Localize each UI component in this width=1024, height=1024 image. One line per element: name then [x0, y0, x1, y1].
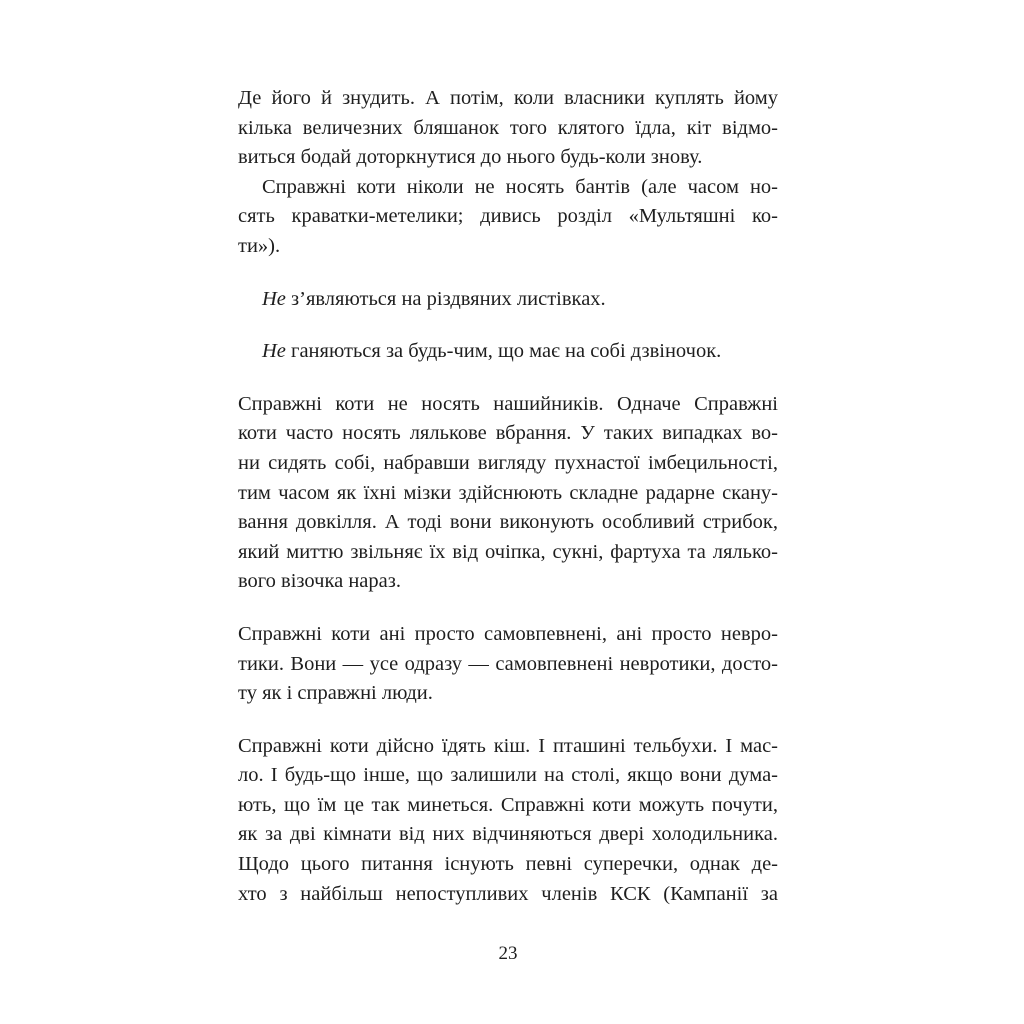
paragraph-neurotics [238, 620, 778, 709]
text-line: Щодо цього питання існують певні суперечки, однак де- [238, 853, 778, 876]
paragraph-collars [238, 390, 778, 597]
text-line: ни сидять собі, набравши вигляду пухнастої імбецильності, [238, 451, 778, 474]
text-line: вого візочка нараз. [238, 570, 401, 593]
text-line: кілька величезних бляшанок того клятого їдла, кіт відмо- [238, 116, 778, 139]
list-item-postcards [238, 285, 778, 315]
paragraph-quiche [238, 732, 778, 910]
text-line: як за дві кімнати від них відчиняються двері холодильника. [238, 823, 778, 846]
text-line: сять краватки-метелики; дивись розділ «Мультяшні ко- [238, 205, 778, 228]
text-line: коти часто носять лялькове вбрання. У таких випадках во- [238, 422, 778, 445]
item-text: ганяються за будь-чим, що має на собі дзвіночок. [285, 340, 722, 363]
text-line: ту як і справжні люди. [238, 682, 433, 705]
paragraph-continuation [238, 84, 778, 173]
text-line: Справжні коти ніколи не носять бантів (але часом но- [262, 175, 778, 198]
text-line: Справжні коти ані просто самовпевнені, ані просто невро- [238, 622, 778, 645]
text-line: тим часом як їхні мізки здійснюють складне радарне скану- [238, 481, 778, 504]
list-item-bell [238, 337, 778, 367]
text-line: Справжні коти не носять нашийників. Одначе Справжні [238, 392, 778, 415]
text-line: ло. І будь-що інше, що залишили на столі, якщо вони дума- [238, 764, 778, 787]
text-line: Де його й знудить. А потім, коли власники куплять йому [238, 87, 778, 109]
text-line: ти»). [238, 234, 281, 257]
italic-lead: Не [262, 287, 286, 310]
text-column [238, 84, 778, 909]
paragraph-bows [238, 173, 778, 262]
italic-lead: Не [262, 340, 286, 363]
text-line: тики. Вони — усе одразу — самовпевнені невротики, досто- [238, 652, 778, 675]
text-line: ють, що їм це так минеться. Справжні коти можуть почути, [238, 793, 778, 816]
page-number: 23 [498, 943, 518, 964]
text-line: виться бодай доторкнутися до нього будь-коли знову. [238, 146, 703, 169]
text-line: Справжні коти дійсно їдять кіш. І пташині тельбухи. І мас- [238, 734, 778, 757]
item-text: з’являються на різдвяних листівках. [285, 287, 606, 310]
text-line: вання довкілля. А тоді вони виконують особливий стрибок, [238, 511, 778, 534]
text-line: хто з найбільш непоступливих членів КСК (Кампанії за [238, 882, 778, 905]
text-line: який миттю звільняє їх від очіпка, сукні, фартуха та лялько- [238, 540, 778, 563]
